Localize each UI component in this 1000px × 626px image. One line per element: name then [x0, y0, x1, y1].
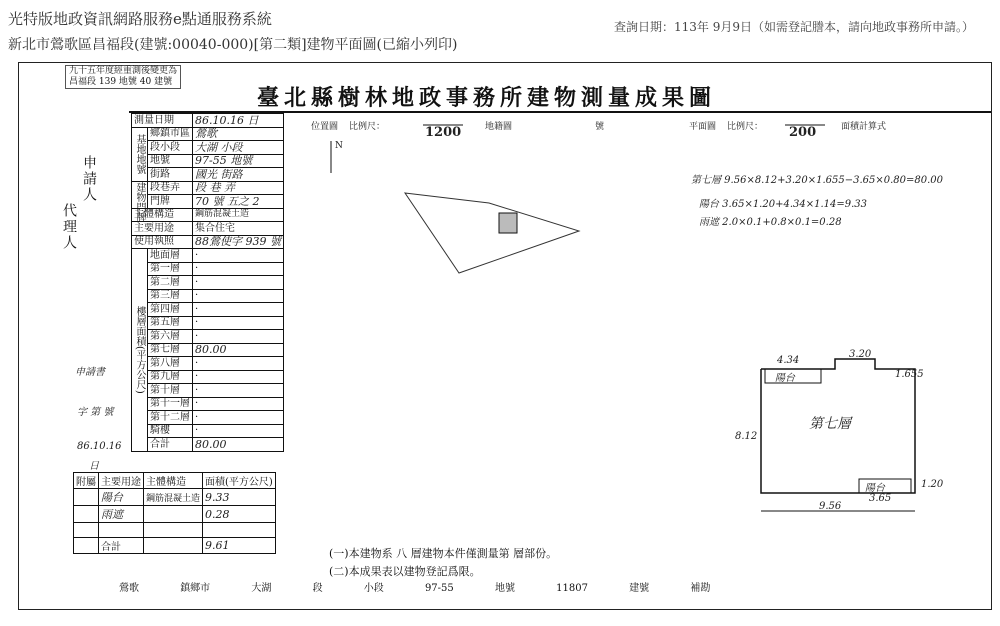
scale-label: 比例尺：: [349, 122, 386, 132]
floor-label: 第十一層: [148, 397, 193, 411]
balcony-label: 陽台: [775, 373, 795, 384]
use-value: 集合住宅: [193, 222, 284, 236]
query-date: 查詢日期：113年 9月9日（如需登記謄本，請向地政事務所申請。）: [614, 20, 974, 34]
floor-label: 第六層: [148, 330, 193, 344]
footer-row: [119, 579, 748, 594]
total-area: 80.00: [193, 438, 284, 452]
floor-label: 第十二層: [148, 411, 193, 425]
floor-label: 第三層: [148, 289, 193, 303]
calc-canopy: 雨遮 2.0×0.1+0.8×0.1=0.28: [699, 217, 842, 228]
floor-label: 第十層: [148, 384, 193, 398]
dim-label: 3.20: [849, 349, 872, 360]
permit-value: 88鶯使字 939 號: [193, 235, 284, 249]
annex-use: 陽台: [99, 489, 144, 506]
door-value: 70 號 五之 2: [193, 195, 284, 209]
land-map-label: 地籍圖: [485, 122, 513, 132]
balcony-label: 陽台: [865, 483, 885, 494]
annex-table: [73, 472, 276, 554]
site-outline: [405, 193, 579, 273]
door-label: 門牌: [148, 195, 193, 209]
number-label: 號: [595, 122, 605, 132]
structure-value: 鋼筋混凝土造: [193, 208, 284, 222]
arcade-label: 騎樓: [148, 424, 193, 438]
building-footprint: [499, 213, 517, 233]
annex-use: 雨遮: [99, 506, 144, 523]
dim-label: 1.655: [895, 369, 924, 380]
use-label: 主要用途: [132, 222, 193, 236]
survey-date-value: 86.10.16 日: [193, 114, 284, 128]
annex-structure: 鋼筋混凝土造: [144, 489, 203, 506]
category-door: 建物門牌: [132, 181, 148, 208]
lot-label: 地號: [148, 154, 193, 168]
dim-label: 9.56: [819, 501, 842, 512]
floor-label: 第一層: [148, 262, 193, 276]
road-value: 國光 街路: [193, 168, 284, 182]
annex-header: 主要用途: [99, 473, 144, 489]
system-title: 光特版地政資訊網路服務e點通服務系統: [8, 10, 272, 28]
annex-structure: [144, 506, 203, 523]
footer-cell: 鶯歌: [119, 583, 139, 594]
date-label: 日: [89, 461, 99, 472]
category-base: 基地地號: [132, 127, 148, 181]
section-value: 大湖 小段: [193, 141, 284, 155]
area-calc-label: 面積計算式: [841, 122, 887, 132]
footer-cell: 大湖: [251, 583, 272, 594]
town-label: 鄉鎮市區: [148, 127, 193, 141]
dim-label: 1.20: [921, 479, 944, 490]
dim-label: 3.65: [869, 493, 892, 504]
annex-area: 0.28: [203, 506, 276, 523]
dim-label: 8.12: [735, 431, 758, 442]
structure-label: 主體構造: [132, 208, 193, 222]
document-subtitle: 新北市鶯歌區昌福段(建號:00040-000)[第二類]建物平面圖(已縮小列印): [8, 37, 458, 53]
dim-label: 4.34: [777, 355, 800, 366]
total-label: 合計: [148, 438, 193, 452]
building-info-form: 測量日期 86.10.16 日 基地地號 鄉鎮市區 鶯歌 段小段 大湖 小段 地號 97-55 地號 街路 國光 街路 建物門牌 段巷弄 段 巷 弄 門牌 70 號 五之 2 主體構造 鋼筋混凝土造 主要用途 集合住宅 使用執照 88鶯使字 939 號 樓層面積(平方公尺) 地面層 · 第一層 · 第二層 · 第三層 · 第四層 · 第五層 · 第六層 · 第七層 80.00 第八層 · 第九層 · 第十層 · 第十一層 · 第十二層 · 騎樓 · 合計 80.00: [131, 113, 284, 452]
survey-date-label: 測量日期: [132, 114, 193, 128]
category-area: 樓層面積(平方公尺): [132, 249, 148, 452]
annex-total-label: 合計: [99, 538, 144, 554]
footer-cell: 小段: [363, 583, 384, 594]
floor-label: 第七層: [148, 343, 193, 357]
footer-cell: 補勘: [690, 583, 711, 594]
scale-label-plan: 比例尺：: [727, 122, 764, 132]
floor7-area: 80.00: [193, 343, 284, 357]
annex-area: 9.33: [203, 489, 276, 506]
lane-label: 段巷弄: [148, 181, 193, 195]
apply-date: 86.10.16: [77, 441, 122, 452]
floor-label: 第九層: [148, 370, 193, 384]
footer-cell: 地號: [494, 583, 515, 594]
scale-plan-value: 200: [789, 125, 817, 140]
road-label: 街路: [148, 168, 193, 182]
floor-label: 第二層: [148, 276, 193, 290]
annex-header: 主體構造: [144, 473, 203, 489]
plan-label: 平面圖: [689, 122, 717, 132]
north-label: N: [335, 141, 343, 151]
lot-value: 97-55 地號: [193, 154, 284, 168]
footer-cell: 段: [312, 583, 323, 594]
apply-no: 字 第 號: [77, 407, 114, 418]
agent-label: 代理人: [61, 203, 77, 251]
calc-balcony: 陽台 3.65×1.20+4.34×1.14=9.33: [699, 199, 868, 210]
town-value: 鶯歌: [193, 127, 284, 141]
floor-label: 第八層: [148, 357, 193, 371]
stamp-line-1: 九十五年度經重測後變更為: [69, 66, 178, 76]
applicant-label: 申請人: [81, 155, 97, 203]
scale-location-value: 1200: [425, 125, 462, 140]
location-label: 位置圖: [311, 122, 339, 132]
footer-cell: 97-55: [424, 583, 454, 594]
floor-plan-label: 第七層: [809, 416, 851, 432]
apply-label: 申請書: [75, 367, 105, 378]
lane-value: 段 巷 弄: [193, 181, 284, 195]
renumber-stamp: [65, 65, 181, 89]
document-title: 臺北縣樹林地政事務所建物測量成果圖: [257, 85, 717, 111]
calc-floor: 第七層 9.56×8.12+3.20×1.655−3.65×0.80=80.00: [691, 175, 944, 186]
permit-label: 使用執照: [132, 235, 193, 249]
annex-header: 面積(平方公尺): [203, 473, 276, 489]
footer-cell: 11807: [556, 583, 588, 594]
footer-cell: 建號: [629, 583, 650, 594]
section-label: 段小段: [148, 141, 193, 155]
floor-label: 地面層: [148, 249, 193, 263]
footer-cell: 鎮鄉市: [180, 583, 211, 594]
note-2: (二)本成果表以建物登記爲限。: [329, 565, 481, 578]
annex-header: 附屬: [74, 473, 99, 489]
note-1: (一)本建物系 八 層建物本件僅測量第 層部份。: [329, 547, 558, 560]
stamp-line-2: 昌福段 139 地號 40 建號: [69, 77, 173, 87]
annex-total: 9.61: [203, 538, 276, 554]
floor-label: 第五層: [148, 316, 193, 330]
survey-document: [18, 62, 992, 610]
floor-label: 第四層: [148, 303, 193, 317]
page-header: [0, 0, 1000, 60]
